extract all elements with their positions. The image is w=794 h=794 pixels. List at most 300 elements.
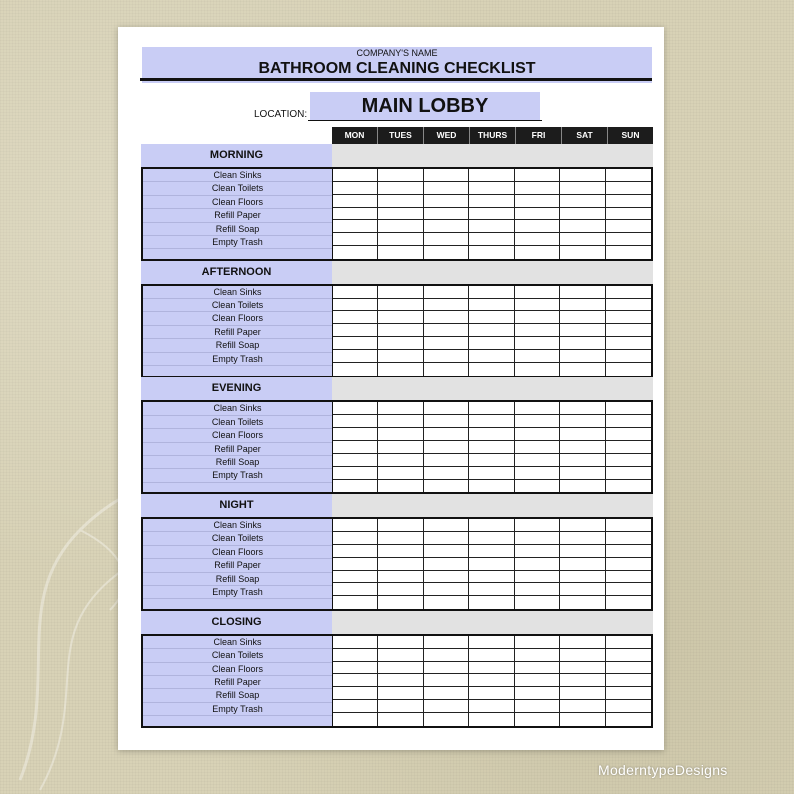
check-cell[interactable] — [515, 402, 560, 415]
check-cell[interactable] — [469, 337, 514, 350]
check-cell[interactable] — [515, 532, 560, 545]
check-cell[interactable] — [515, 195, 560, 208]
check-cell[interactable] — [424, 286, 469, 299]
check-cell[interactable] — [560, 649, 605, 662]
check-cell[interactable] — [560, 233, 605, 246]
check-cell[interactable] — [424, 220, 469, 233]
check-cell[interactable] — [424, 532, 469, 545]
check-cell[interactable] — [560, 402, 605, 415]
check-cell[interactable] — [606, 532, 651, 545]
check-cell[interactable] — [606, 208, 651, 221]
check-cell[interactable] — [378, 415, 423, 428]
check-cell[interactable] — [515, 674, 560, 687]
check-cell[interactable] — [424, 324, 469, 337]
check-cell[interactable] — [560, 700, 605, 713]
task-column — [143, 286, 333, 376]
check-cell[interactable] — [469, 169, 514, 182]
check-cell[interactable] — [515, 169, 560, 182]
check-cell[interactable] — [515, 583, 560, 596]
check-cell[interactable] — [606, 558, 651, 571]
task-label: Clean Toilets — [143, 532, 332, 545]
check-cell[interactable] — [560, 713, 605, 726]
check-cell[interactable] — [560, 687, 605, 700]
check-cell[interactable] — [469, 519, 514, 532]
check-cell[interactable] — [333, 337, 378, 350]
check-cell[interactable] — [469, 687, 514, 700]
check-cell[interactable] — [469, 700, 514, 713]
check-cell[interactable] — [515, 337, 560, 350]
check-cell[interactable] — [378, 402, 423, 415]
check-cell[interactable] — [424, 700, 469, 713]
check-cell[interactable] — [515, 454, 560, 467]
check-cell[interactable] — [424, 246, 469, 259]
check-cell[interactable] — [378, 363, 423, 376]
check-cell[interactable] — [560, 220, 605, 233]
check-cell[interactable] — [333, 311, 378, 324]
check-cell[interactable] — [515, 233, 560, 246]
check-cell[interactable] — [469, 286, 514, 299]
check-cell[interactable] — [560, 324, 605, 337]
check-cell[interactable] — [606, 467, 651, 480]
task-column — [143, 402, 333, 492]
check-cell[interactable] — [333, 687, 378, 700]
check-cell[interactable] — [378, 299, 423, 312]
check-cell[interactable] — [378, 208, 423, 221]
check-cell[interactable] — [378, 467, 423, 480]
day-header-fri: FRI — [516, 127, 562, 144]
check-cell[interactable] — [606, 519, 651, 532]
check-cell[interactable] — [606, 311, 651, 324]
check-cell[interactable] — [515, 713, 560, 726]
check-cell[interactable] — [424, 519, 469, 532]
check-cell[interactable] — [606, 182, 651, 195]
check-cell[interactable] — [378, 454, 423, 467]
task-label: Clean Sinks — [143, 169, 332, 182]
check-cell[interactable] — [424, 583, 469, 596]
check-cell[interactable] — [515, 545, 560, 558]
check-cell[interactable] — [333, 169, 378, 182]
check-cell[interactable] — [606, 662, 651, 675]
check-cell[interactable] — [333, 428, 378, 441]
check-cell[interactable] — [378, 220, 423, 233]
check-cell[interactable] — [606, 700, 651, 713]
check-cell[interactable] — [333, 480, 378, 493]
check-cell[interactable] — [469, 583, 514, 596]
check-cell[interactable] — [606, 480, 651, 493]
check-cell[interactable] — [378, 311, 423, 324]
check-cell[interactable] — [378, 337, 423, 350]
task-label: Refill Paper — [143, 559, 332, 572]
check-cell[interactable] — [560, 169, 605, 182]
check-cell[interactable] — [469, 662, 514, 675]
check-cell[interactable] — [560, 545, 605, 558]
check-cell[interactable] — [469, 182, 514, 195]
check-cell[interactable] — [469, 428, 514, 441]
check-cell[interactable] — [469, 558, 514, 571]
check-cell[interactable] — [515, 350, 560, 363]
check-cell[interactable] — [469, 649, 514, 662]
section-grid — [141, 400, 653, 494]
check-cell[interactable] — [333, 195, 378, 208]
check-cell[interactable] — [333, 674, 378, 687]
task-label: Refill Paper — [143, 326, 332, 339]
day-header-sun: SUN — [621, 130, 640, 140]
section-header-fill — [332, 261, 653, 284]
check-cell[interactable] — [333, 324, 378, 337]
task-label: Refill Paper — [143, 443, 332, 456]
check-cell[interactable] — [424, 674, 469, 687]
check-cell[interactable] — [560, 208, 605, 221]
check-cell[interactable] — [606, 649, 651, 662]
check-cell[interactable] — [469, 415, 514, 428]
check-cell[interactable] — [560, 286, 605, 299]
check-cell[interactable] — [469, 713, 514, 726]
section-header-fill — [332, 611, 653, 634]
check-cell[interactable] — [515, 467, 560, 480]
day-header-wed: WED — [424, 127, 470, 144]
check-cell[interactable] — [515, 441, 560, 454]
check-cell[interactable] — [333, 182, 378, 195]
check-cell[interactable] — [606, 687, 651, 700]
check-cell[interactable] — [378, 571, 423, 584]
check-cell[interactable] — [333, 519, 378, 532]
check-cell[interactable] — [560, 337, 605, 350]
check-cell[interactable] — [378, 350, 423, 363]
check-cell[interactable] — [560, 428, 605, 441]
task-column — [143, 636, 333, 726]
check-cell[interactable] — [378, 558, 423, 571]
check-cell[interactable] — [469, 299, 514, 312]
check-cell[interactable] — [560, 596, 605, 609]
check-cell[interactable] — [515, 363, 560, 376]
check-cell[interactable] — [424, 596, 469, 609]
task-label: Clean Floors — [143, 663, 332, 676]
location-label: LOCATION: — [254, 109, 308, 120]
section-title: NIGHT — [141, 494, 332, 517]
check-cell[interactable] — [424, 454, 469, 467]
check-cell[interactable] — [424, 208, 469, 221]
check-cell[interactable] — [424, 363, 469, 376]
check-cell[interactable] — [333, 571, 378, 584]
task-label: Clean Toilets — [143, 182, 332, 195]
check-cell[interactable] — [515, 311, 560, 324]
section-grid — [141, 284, 653, 378]
check-cell[interactable] — [469, 311, 514, 324]
check-cell[interactable] — [606, 220, 651, 233]
check-cell[interactable] — [378, 428, 423, 441]
check-cell[interactable] — [560, 467, 605, 480]
check-cell[interactable] — [378, 700, 423, 713]
check-cell[interactable] — [560, 583, 605, 596]
check-cell[interactable] — [606, 324, 651, 337]
check-cell[interactable] — [560, 532, 605, 545]
check-cell[interactable] — [606, 415, 651, 428]
check-cell[interactable] — [378, 441, 423, 454]
check-cell[interactable] — [378, 687, 423, 700]
check-cell[interactable] — [333, 415, 378, 428]
checkbox-grid — [333, 286, 651, 376]
task-label: Refill Soap — [143, 223, 332, 236]
check-cell[interactable] — [515, 596, 560, 609]
check-cell[interactable] — [333, 545, 378, 558]
page-title: BATHROOM CLEANING CHECKLIST — [258, 60, 536, 77]
check-cell[interactable] — [560, 519, 605, 532]
check-cell[interactable] — [560, 363, 605, 376]
check-cell[interactable] — [333, 467, 378, 480]
check-cell[interactable] — [606, 674, 651, 687]
check-cell[interactable] — [606, 195, 651, 208]
check-cell[interactable] — [424, 545, 469, 558]
check-cell[interactable] — [560, 662, 605, 675]
check-cell[interactable] — [333, 286, 378, 299]
check-cell[interactable] — [560, 350, 605, 363]
check-cell[interactable] — [515, 299, 560, 312]
check-cell[interactable] — [333, 350, 378, 363]
check-cell[interactable] — [515, 558, 560, 571]
check-cell[interactable] — [424, 182, 469, 195]
check-cell[interactable] — [560, 182, 605, 195]
check-cell[interactable] — [378, 519, 423, 532]
task-label: Clean Sinks — [143, 519, 332, 532]
check-cell[interactable] — [424, 480, 469, 493]
task-label: Clean Toilets — [143, 649, 332, 662]
check-cell[interactable] — [333, 583, 378, 596]
section-header-fill — [332, 494, 653, 517]
check-cell[interactable] — [424, 662, 469, 675]
check-cell[interactable] — [515, 636, 560, 649]
check-cell[interactable] — [469, 674, 514, 687]
day-header-row — [332, 127, 653, 144]
check-cell[interactable] — [560, 674, 605, 687]
check-cell[interactable] — [469, 441, 514, 454]
day-header-tues: TUES — [378, 127, 424, 144]
check-cell[interactable] — [424, 467, 469, 480]
task-label: Clean Floors — [143, 429, 332, 442]
check-cell[interactable] — [378, 636, 423, 649]
check-cell[interactable] — [515, 220, 560, 233]
check-cell[interactable] — [606, 545, 651, 558]
check-cell[interactable] — [515, 415, 560, 428]
check-cell[interactable] — [333, 662, 378, 675]
check-cell[interactable] — [333, 246, 378, 259]
check-cell[interactable] — [333, 636, 378, 649]
check-cell[interactable] — [560, 480, 605, 493]
checkbox-grid — [333, 519, 651, 609]
check-cell[interactable] — [424, 299, 469, 312]
check-cell[interactable] — [515, 324, 560, 337]
check-cell[interactable] — [378, 596, 423, 609]
check-cell[interactable] — [378, 246, 423, 259]
check-cell[interactable] — [333, 713, 378, 726]
check-cell[interactable] — [333, 532, 378, 545]
check-cell[interactable] — [560, 311, 605, 324]
check-cell[interactable] — [606, 337, 651, 350]
check-cell[interactable] — [606, 402, 651, 415]
check-cell[interactable] — [424, 169, 469, 182]
check-cell[interactable] — [469, 636, 514, 649]
check-cell[interactable] — [469, 545, 514, 558]
check-cell[interactable] — [333, 220, 378, 233]
company-name: COMPANY'S NAME — [356, 48, 438, 58]
task-label: Clean Toilets — [143, 416, 332, 429]
check-cell[interactable] — [424, 415, 469, 428]
section-night — [141, 494, 653, 611]
check-cell[interactable] — [333, 208, 378, 221]
check-cell[interactable] — [469, 571, 514, 584]
check-cell[interactable] — [424, 350, 469, 363]
check-cell[interactable] — [515, 571, 560, 584]
checkbox-grid — [333, 402, 651, 492]
task-label: Empty Trash — [143, 703, 332, 716]
check-cell[interactable] — [378, 480, 423, 493]
check-cell[interactable] — [378, 713, 423, 726]
check-cell[interactable] — [606, 286, 651, 299]
check-cell[interactable] — [469, 208, 514, 221]
task-label: Empty Trash — [143, 586, 332, 599]
check-cell[interactable] — [333, 233, 378, 246]
section-afternoon — [141, 261, 653, 378]
check-cell[interactable] — [424, 441, 469, 454]
check-cell[interactable] — [606, 596, 651, 609]
check-cell[interactable] — [378, 532, 423, 545]
check-cell[interactable] — [515, 662, 560, 675]
section-title: MORNING — [141, 144, 332, 167]
check-cell[interactable] — [333, 596, 378, 609]
check-cell[interactable] — [606, 350, 651, 363]
check-cell[interactable] — [606, 169, 651, 182]
check-cell[interactable] — [560, 195, 605, 208]
check-cell[interactable] — [333, 402, 378, 415]
check-cell[interactable] — [469, 324, 514, 337]
check-cell[interactable] — [606, 246, 651, 259]
check-cell[interactable] — [515, 208, 560, 221]
check-cell[interactable] — [424, 311, 469, 324]
location-underline — [308, 120, 542, 121]
check-cell[interactable] — [606, 233, 651, 246]
section-grid — [141, 634, 653, 728]
check-cell[interactable] — [333, 454, 378, 467]
check-cell[interactable] — [424, 558, 469, 571]
check-cell[interactable] — [606, 363, 651, 376]
section-header-fill — [332, 144, 653, 167]
check-cell[interactable] — [560, 415, 605, 428]
check-cell[interactable] — [333, 441, 378, 454]
task-column — [143, 519, 333, 609]
task-label: Refill Paper — [143, 676, 332, 689]
check-cell[interactable] — [424, 713, 469, 726]
check-cell[interactable] — [469, 350, 514, 363]
check-cell[interactable] — [560, 454, 605, 467]
check-cell[interactable] — [515, 700, 560, 713]
check-cell[interactable] — [560, 246, 605, 259]
check-cell[interactable] — [469, 220, 514, 233]
check-cell[interactable] — [469, 532, 514, 545]
check-cell[interactable] — [424, 195, 469, 208]
check-cell[interactable] — [606, 299, 651, 312]
check-cell[interactable] — [560, 558, 605, 571]
check-cell[interactable] — [378, 662, 423, 675]
check-cell[interactable] — [560, 441, 605, 454]
section-grid — [141, 167, 653, 261]
check-cell[interactable] — [378, 545, 423, 558]
check-cell[interactable] — [469, 467, 514, 480]
check-cell[interactable] — [469, 233, 514, 246]
check-cell[interactable] — [515, 687, 560, 700]
check-cell[interactable] — [378, 324, 423, 337]
check-cell[interactable] — [469, 195, 514, 208]
check-cell[interactable] — [515, 649, 560, 662]
section-evening — [141, 377, 653, 494]
check-cell[interactable] — [469, 363, 514, 376]
check-cell[interactable] — [515, 428, 560, 441]
check-cell[interactable] — [424, 402, 469, 415]
check-cell[interactable] — [515, 480, 560, 493]
check-cell[interactable] — [378, 169, 423, 182]
check-cell[interactable] — [469, 596, 514, 609]
check-cell[interactable] — [606, 428, 651, 441]
check-cell[interactable] — [469, 402, 514, 415]
check-cell[interactable] — [560, 299, 605, 312]
check-cell[interactable] — [333, 299, 378, 312]
check-cell[interactable] — [378, 286, 423, 299]
check-cell[interactable] — [560, 636, 605, 649]
check-cell[interactable] — [515, 182, 560, 195]
check-cell[interactable] — [424, 649, 469, 662]
check-cell[interactable] — [469, 454, 514, 467]
task-label: Clean Floors — [143, 312, 332, 325]
task-label: Clean Toilets — [143, 299, 332, 312]
check-cell[interactable] — [424, 636, 469, 649]
check-cell[interactable] — [469, 480, 514, 493]
check-cell[interactable] — [424, 428, 469, 441]
task-label: Empty Trash — [143, 353, 332, 366]
check-cell[interactable] — [333, 649, 378, 662]
check-cell[interactable] — [378, 674, 423, 687]
check-cell[interactable] — [424, 233, 469, 246]
day-header-mon: MON — [332, 127, 378, 144]
check-cell[interactable] — [424, 337, 469, 350]
task-blank-row — [143, 599, 332, 609]
check-cell[interactable] — [606, 713, 651, 726]
check-cell[interactable] — [560, 571, 605, 584]
check-cell[interactable] — [378, 233, 423, 246]
check-cell[interactable] — [378, 583, 423, 596]
section-title: AFTERNOON — [141, 261, 332, 284]
check-cell[interactable] — [606, 636, 651, 649]
task-label: Clean Floors — [143, 546, 332, 559]
check-cell[interactable] — [515, 286, 560, 299]
check-cell[interactable] — [606, 441, 651, 454]
check-cell[interactable] — [333, 363, 378, 376]
check-cell[interactable] — [378, 649, 423, 662]
location-field[interactable]: MAIN LOBBY — [310, 92, 540, 120]
check-cell[interactable] — [424, 571, 469, 584]
check-cell[interactable] — [333, 700, 378, 713]
check-cell[interactable] — [333, 558, 378, 571]
check-cell[interactable] — [469, 246, 514, 259]
check-cell[interactable] — [515, 246, 560, 259]
check-cell[interactable] — [515, 519, 560, 532]
day-header-sat: SAT — [562, 127, 608, 144]
check-cell[interactable] — [606, 583, 651, 596]
title-divider — [140, 78, 652, 81]
check-cell[interactable] — [606, 571, 651, 584]
check-cell[interactable] — [606, 454, 651, 467]
check-cell[interactable] — [424, 687, 469, 700]
check-cell[interactable] — [378, 195, 423, 208]
check-cell[interactable] — [378, 182, 423, 195]
task-blank-row — [143, 483, 332, 493]
